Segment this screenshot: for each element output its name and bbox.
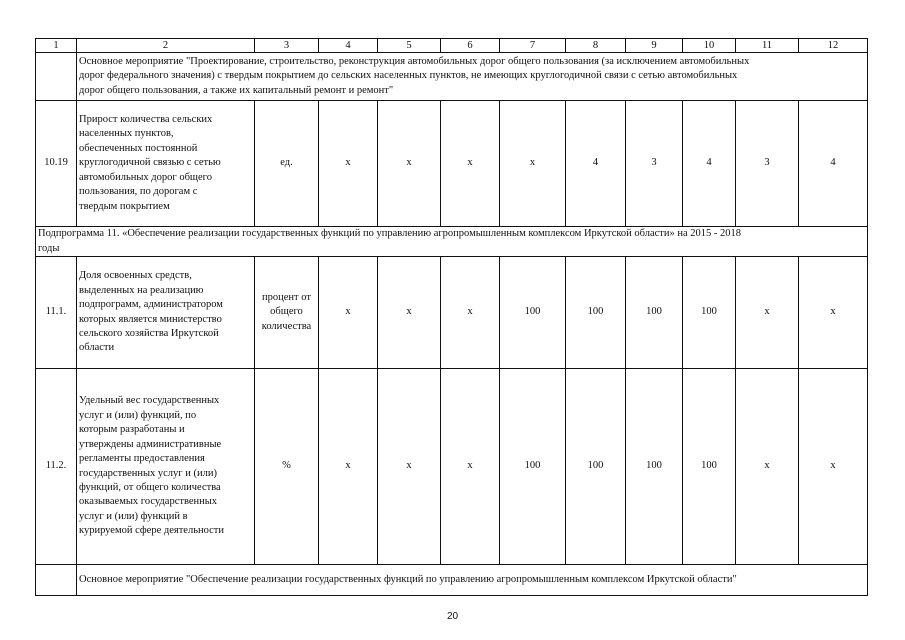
- indicator-name: Удельный вес государственных услуг и (или) функций, по которым разработаны и утверждены административные регламенты предоставления государственных услуг и (или) функций, от общего количества оказываемых государственных услуг и (или) функций в курируемой сфере деятельности: [77, 369, 255, 565]
- column-header: 3: [255, 39, 319, 53]
- column-header: 11: [736, 39, 799, 53]
- section-blank-cell: [36, 565, 77, 596]
- value-cell: 100: [626, 257, 683, 369]
- row-number: 10.19: [36, 101, 77, 227]
- value-cell: x: [799, 257, 868, 369]
- section-title: Основное мероприятие "Проектирование, строительство, реконструкция автомобильных дорог общего пользования (за исключением автомобильных дорог федерального значения) с твердым покрытием до сельских населенных пунктов, не имеющих круглогодичной связи с сетью автомобильных дорог общего пользования, а также их капитальный ремонт и ремонт": [77, 53, 868, 101]
- value-cell: x: [378, 369, 441, 565]
- column-header: 6: [441, 39, 500, 53]
- value-cell: x: [736, 369, 799, 565]
- column-header: 5: [378, 39, 441, 53]
- column-number-row: [36, 39, 868, 53]
- section-row: [36, 565, 868, 596]
- subprogram-title: Подпрограмма 11. «Обеспечение реализации государственных функций по управлению агропромышленным комплексом Иркутской области» на 2015 - 2018 годы: [36, 227, 868, 257]
- value-cell: 3: [736, 101, 799, 227]
- unit-cell: %: [255, 369, 319, 565]
- column-header: 10: [683, 39, 736, 53]
- column-header: 8: [566, 39, 626, 53]
- value-cell: 4: [799, 101, 868, 227]
- value-cell: 4: [683, 101, 736, 227]
- page-number: 20: [446, 611, 459, 622]
- value-cell: x: [500, 101, 566, 227]
- value-cell: 100: [500, 369, 566, 565]
- value-cell: 3: [626, 101, 683, 227]
- value-cell: x: [378, 101, 441, 227]
- indicator-name: Прирост количества сельских населенных пунктов, обеспеченных постоянной круглогодичной связью с сетью автомобильных дорог общего пользования, по дорогам с твердым покрытием: [77, 101, 255, 227]
- value-cell: x: [319, 257, 378, 369]
- column-header: 2: [77, 39, 255, 53]
- table-row: [36, 257, 868, 369]
- row-number: 11.1.: [36, 257, 77, 369]
- value-cell: 4: [566, 101, 626, 227]
- unit-cell: ед.: [255, 101, 319, 227]
- table-row: [36, 369, 868, 565]
- column-header: 12: [799, 39, 868, 53]
- value-cell: x: [441, 257, 500, 369]
- value-cell: x: [441, 369, 500, 565]
- subprogram-row: [36, 227, 868, 257]
- value-cell: 100: [683, 257, 736, 369]
- value-cell: 100: [566, 257, 626, 369]
- section-blank-cell: [36, 53, 77, 101]
- value-cell: 100: [566, 369, 626, 565]
- value-cell: 100: [683, 369, 736, 565]
- unit-cell: процент от общего количества: [255, 257, 319, 369]
- column-header: 9: [626, 39, 683, 53]
- value-cell: x: [378, 257, 441, 369]
- indicator-table: [35, 38, 868, 596]
- value-cell: 100: [626, 369, 683, 565]
- value-cell: 100: [500, 257, 566, 369]
- table-row: [36, 101, 868, 227]
- value-cell: x: [319, 369, 378, 565]
- value-cell: x: [736, 257, 799, 369]
- row-number: 11.2.: [36, 369, 77, 565]
- indicator-name: Доля освоенных средств, выделенных на реализацию подпрограмм, администратором которых является министерство сельского хозяйства Иркутской области: [77, 257, 255, 369]
- value-cell: x: [441, 101, 500, 227]
- value-cell: x: [319, 101, 378, 227]
- section-title: Основное мероприятие "Обеспечение реализации государственных функций по управлению агропромышленным комплексом Иркутской области": [77, 565, 868, 596]
- section-row: [36, 53, 868, 101]
- column-header: 4: [319, 39, 378, 53]
- value-cell: x: [799, 369, 868, 565]
- column-header: 7: [500, 39, 566, 53]
- column-header: 1: [36, 39, 77, 53]
